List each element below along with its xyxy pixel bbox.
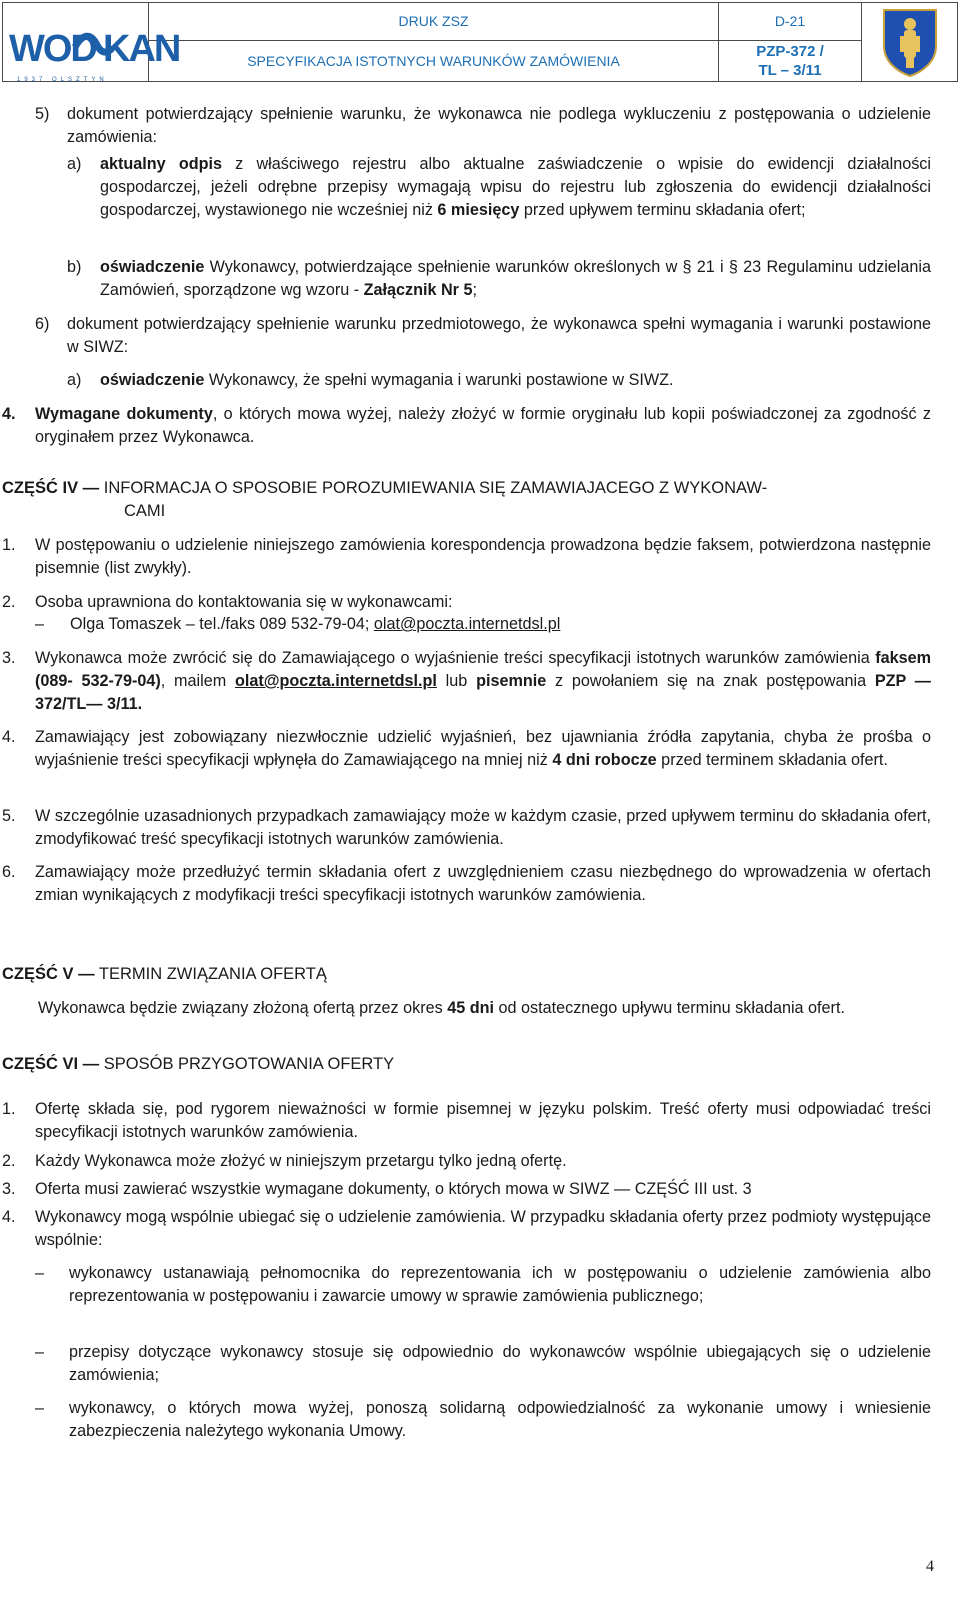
dash: –	[35, 1343, 45, 1361]
point-4-number: 4.	[2, 405, 16, 423]
item-6a-label: a)	[67, 371, 82, 389]
p4-5-text: W szczególnie uzasadnionych przypadkach zamawiający może w każdym czasie, przed upływem terminu do składania ofert, zmodyfikować treść specyfikacji istotnych warunków zamówienia.	[35, 807, 931, 848]
part-4-heading	[2, 477, 767, 500]
text: z powołaniem się na znak postępowania	[546, 672, 875, 690]
item-5a-label: a)	[67, 155, 82, 173]
page-number: 4	[926, 1558, 934, 1575]
contact-line	[70, 613, 931, 636]
p6-4-dash-3: wykonawcy, o których mowa wyżej, ponoszą solidarną odpowiedzialność za wykonanie umowy i wniesienie zabezpieczenia należytego wykonania Umowy.	[69, 1399, 931, 1440]
ref-line-2: TL – 3/11	[758, 62, 822, 79]
bold-text: Załącznik Nr 5	[363, 281, 473, 299]
part-title: TERMIN ZWIĄZANIA OFERTĄ	[94, 965, 327, 983]
p4-2-number: 2.	[2, 593, 16, 611]
bold-text: faksem (089- 532-79-04)	[35, 649, 931, 690]
doc-title: SPECYFIKACJA ISTOTNYCH WARUNKÓW ZAMÓWIENIA	[247, 52, 620, 69]
text: od ostatecznego upływu terminu składania ofert.	[494, 999, 845, 1017]
p6-3-number: 3.	[2, 1180, 16, 1198]
item-6a-text	[100, 369, 931, 392]
dash: –	[35, 615, 45, 633]
p4-6-text: Zamawiający może przedłużyć termin składania ofert z uwzględnieniem czasu niezbędnego do wprowadzenia w ofertach zmian wynikających z modyfikacji treści specyfikacji istotnych warunków zamówienia.	[35, 863, 931, 904]
part-5-text	[2, 997, 931, 1020]
p4-3-number: 3.	[2, 649, 16, 667]
text: przed upływem terminu składania ofert;	[519, 201, 806, 219]
svg-text:KAN: KAN	[103, 28, 180, 70]
text: Wykonawcy, że spełni wymagania i warunki postawione w SIWZ.	[204, 371, 674, 389]
text: Wykonawca będzie związany złożoną ofertą przez okres	[38, 999, 448, 1017]
text: Wykonawcy, potwierdzające spełnienie warunków określonych w § 21 i § 23 Regulaminu udzielania Zamówień, sporządzone wg wzoru -	[100, 258, 931, 299]
p4-3-text	[35, 647, 931, 716]
crest-cell	[862, 3, 957, 81]
text: , o których mowa wyżej, należy złożyć w formie oryginału lub kopii poświadczonej za zgodność z oryginałem przez Wykonawca.	[35, 405, 931, 446]
item-6-number: 6)	[35, 315, 50, 333]
document-header	[2, 2, 958, 82]
contact-person: Olga Tomaszek – tel./faks 089 532-79-04;	[70, 615, 374, 633]
dash: –	[35, 1399, 45, 1417]
bold-text: 4 dni robocze	[552, 751, 657, 769]
p6-3-text: Oferta musi zawierać wszystkie wymagane dokumenty, o których mowa w SIWZ — CZĘŚĆ III ust. 3	[35, 1180, 752, 1198]
bold-text: 45 dni	[447, 999, 495, 1017]
p4-6-number: 6.	[2, 863, 16, 881]
text: z właściwego rejestru albo aktualne zaświadczenie o wpisie do ewidencji działalności gospodarczej, jeżeli odrębne przepisy wymagają wpisu do rejestru lub zgłoszenia do ewidencji działalności gospodarczej, wystawionego nie wcześniej niż	[100, 155, 931, 219]
email-link[interactable]: olat@poczta.internetdsl.pl	[234, 672, 437, 690]
p4-1-number: 1.	[2, 536, 16, 554]
olsztyn-coat-of-arms-icon	[880, 6, 940, 78]
bold-text: pisemnie	[476, 672, 547, 690]
part-4-heading-cont: CAMI	[124, 502, 166, 520]
svg-text:WOD: WOD	[9, 28, 96, 70]
p4-2-text: Osoba uprawniona do kontaktowania się w wykonawcami:	[35, 593, 453, 611]
bold-text: oświadczenie	[100, 371, 205, 389]
item-5b-label: b)	[67, 258, 82, 276]
bold-text: 6 miesięcy	[437, 201, 520, 219]
p6-4-dash-2: przepisy dotyczące wykonawcy stosuje się odpowiednio do wykonawców wspólnie ubiegających się o udzielenie zamówienia;	[69, 1343, 931, 1384]
text: , mailem	[160, 672, 235, 690]
p6-4-number: 4.	[2, 1208, 16, 1226]
bold-text: Wymagane dokumenty	[35, 405, 213, 423]
contact-email-link[interactable]: olat@poczta.internetdsl.pl	[373, 615, 561, 633]
item-5b-text	[100, 256, 931, 302]
company-logo	[3, 3, 180, 83]
logo-subtitle: 1937 OLSZTYN	[17, 77, 108, 83]
doc-type: DRUK ZSZ	[149, 3, 718, 41]
p6-4-text: Wykonawcy mogą wspólnie ubiegać się o udzielenie zamówienia. W przypadku składania oferty przez podmioty występujące wspólnie:	[35, 1208, 931, 1249]
p6-1-number: 1.	[2, 1100, 16, 1118]
text: Zamawiający jest zobowiązany niezwłocznie udzielić wyjaśnień, bez ujawniania źródła zapytania, chyba że prośba o wyjaśnienie treści specyfikacji wpłynęła do Zamawiającego na mniej niż	[35, 728, 931, 769]
p6-4-dash-1: wykonawcy ustanawiają pełnomocnika do reprezentowania ich w postępowaniu o udzielenie zamówienia albo reprezentowania w postępowaniu i zawarcie umowy w sprawie zamówienia publicznego;	[69, 1264, 931, 1305]
part-title: SPOSÓB PRZYGOTOWANIA OFERTY	[99, 1055, 395, 1073]
ref-line-1: PZP-372 /	[756, 43, 824, 60]
item-5a-text	[100, 153, 931, 222]
item-5-number: 5)	[35, 105, 50, 123]
part-6-heading	[2, 1053, 394, 1076]
point-4-text	[35, 403, 931, 449]
part-label: CZĘŚĆ IV —	[2, 479, 100, 497]
p4-5-number: 5.	[2, 807, 16, 825]
bold-text: PZP — 372/TL— 3/11.	[35, 672, 931, 713]
p4-1-text: W postępowaniu o udzielenie niniejszego zamówienia korespondencja prowadzona będzie faksem, potwierdzona następnie pisemnie (list zwykły).	[35, 536, 931, 577]
doc-code: D-21	[719, 3, 861, 41]
p4-4-text	[35, 726, 931, 772]
text: lub	[436, 672, 477, 690]
reference-number	[719, 41, 861, 81]
bold-text: oświadczenie	[100, 258, 205, 276]
part-5-heading	[2, 963, 327, 986]
bold-text: aktualny odpis	[100, 155, 223, 173]
part-label: CZĘŚĆ VI —	[2, 1055, 100, 1073]
part-title: INFORMACJA O SPOSOBIE POROZUMIEWANIA SIĘ ZAMAWIAJACEGO Z WYKONAW-	[99, 479, 768, 497]
dash: –	[35, 1264, 45, 1282]
p6-2-text: Każdy Wykonawca może złożyć w niniejszym przetargu tylko jedną ofertę.	[35, 1152, 567, 1170]
text: przed terminem składania ofert.	[656, 751, 888, 769]
item-6-text: dokument potwierdzający spełnienie warunku przedmiotowego, że wykonawca spełni wymagania i warunki postawione w SIWZ:	[67, 315, 931, 356]
p6-2-number: 2.	[2, 1152, 16, 1170]
p4-4-number: 4.	[2, 728, 16, 746]
text: ;	[472, 281, 477, 299]
text: Wykonawca może zwrócić się do Zamawiającego o wyjaśnienie treści specyfikacji istotnych warunków zamówienia	[35, 649, 876, 667]
item-5-text: dokument potwierdzający spełnienie warunku, że wykonawca nie podlega wykluczeniu z postępowania o udzielenie zamówienia:	[67, 105, 931, 146]
p6-1-text: Ofertę składa się, pod rygorem nieważności w formie pisemnej w języku polskim. Treść oferty musi odpowiadać treści specyfikacji istotnych warunków zamówienia.	[35, 1100, 931, 1141]
part-label: CZĘŚĆ V —	[2, 965, 95, 983]
